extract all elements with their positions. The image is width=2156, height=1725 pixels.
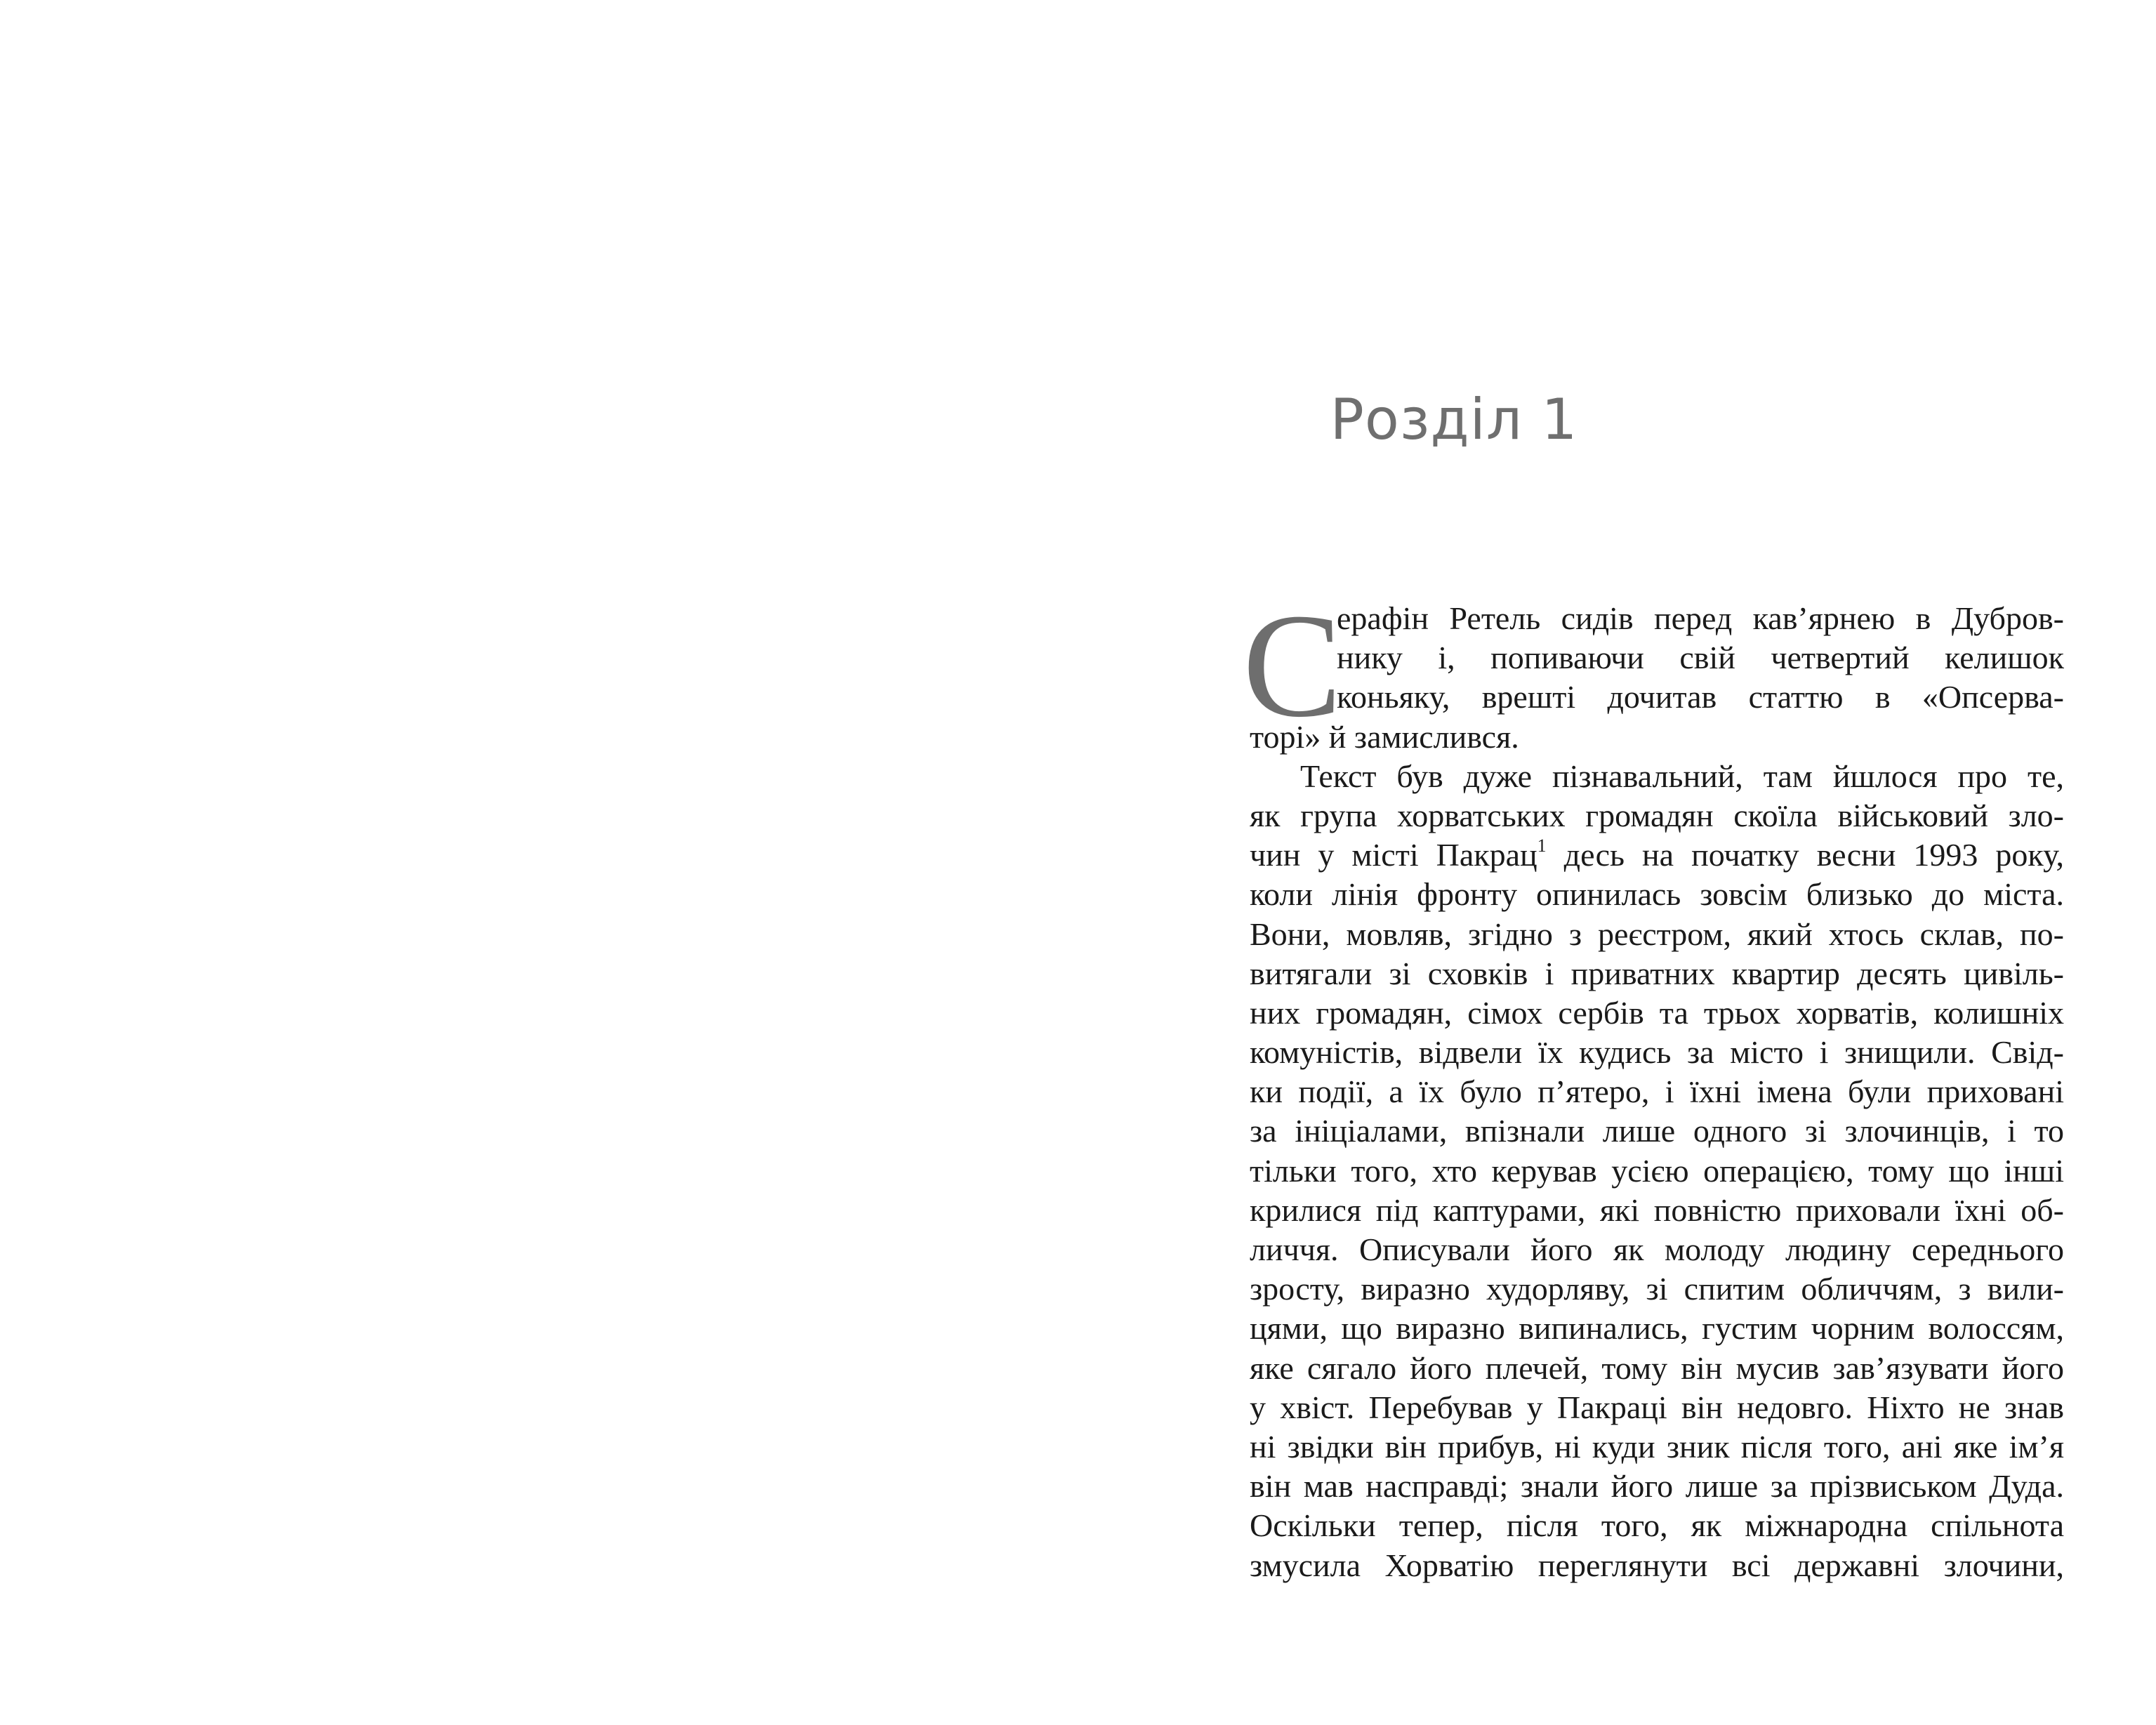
drop-cap-letter: С [1243,583,1342,748]
text-line: коли лінія фронту опинилась зовсім близько до міста. [1250,876,2064,913]
text-line: тільки того, хто керував усією операцією, тому що інші [1250,1152,2064,1189]
text-line: витягали зі сховків і приватних квартир десять цивіль- [1250,955,2064,991]
text-line: них громадян, сімох сербів та трьох хорватів, колишніх [1250,994,2064,1031]
text-line: крилися під каптурами, які повністю приховали їхні об- [1250,1191,2064,1228]
footnote-marker: 1 [1537,835,1547,857]
text-line: Оскільки тепер, після того, як міжнародна спільнота [1250,1507,2064,1544]
text-line: Вони, мовляв, згідно з реєстром, який хтось склав, по- [1250,916,2064,952]
chapter-title: Розділ 1 [1330,387,1578,452]
text-line: за ініціалами, впізнали лише одного зі злочинців, і то [1250,1113,2064,1149]
text-line: цями, що виразно випинались, густим чорним волоссям, [1250,1310,2064,1347]
text-line: змусила Хорватію переглянути всі державні злочини, [1250,1547,2064,1583]
text-line: комуністів, відвели їх кудись за місто і знищили. Свід- [1250,1034,2064,1071]
text-line: личчя. Описували його як молоду людину середнього [1250,1231,2064,1267]
text-line: ні звідки він прибув, ні куди зник після того, ані яке ім’я [1250,1428,2064,1465]
text-line: коньяку, врешті дочитав статтю в «Опсерва- [1337,679,2064,715]
text-line: нику і, попиваючи свій четвертий келишок [1337,640,2064,676]
text-fragment: чин у місті Пакрац [1250,837,1537,873]
text-line: ки події, а їх було п’ятеро, і їхні імена були приховані [1250,1073,2064,1110]
text-line: яке сягало його плечей, тому він мусив зав’язувати його [1250,1349,2064,1386]
text-line: він мав насправді; знали його лише за прізвиськом Дуда. [1250,1468,2064,1505]
chapter-body-text [1250,599,2064,1585]
text-line: у хвіст. Перебував у Пакраці він недовго. Ніхто не знав [1250,1389,2064,1425]
text-line-with-footnote [1250,835,2064,875]
text-line: зросту, виразно худорляву, зі спитим обличчям, з вили- [1250,1271,2064,1307]
text-line: торі» й замислився. [1250,718,1519,755]
text-fragment: десь на початку весни 1993 року, [1546,837,2064,873]
text-line: як група хорватських громадян скоїла військовий зло- [1250,797,2064,833]
text-line: ерафін Ретель сидів перед кав’ярнею в Дубров- [1337,600,2064,636]
paragraph-first-line: Текст був дуже пізнавальний, там йшлося про те, [1300,758,2064,794]
